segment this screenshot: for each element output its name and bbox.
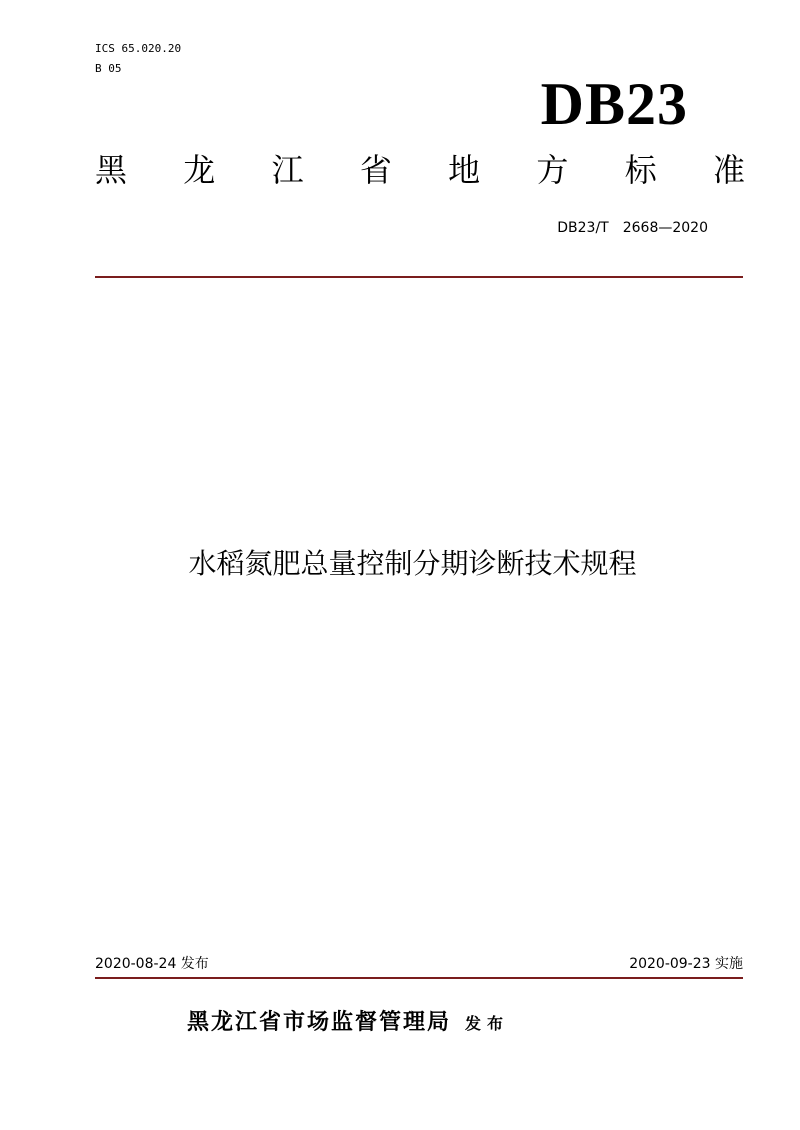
standard-number: DB23/T 2668—2020: [557, 220, 708, 236]
standard-type-char: 方: [536, 151, 569, 189]
standard-type-char: 地: [448, 151, 481, 189]
standard-type-char: 省: [359, 151, 392, 189]
issuer: [187, 1008, 509, 1039]
document-title: 水稻氮肥总量控制分期诊断技术规程: [188, 547, 637, 580]
issuer-suffix: 发布: [465, 1014, 510, 1033]
standard-type-char: 标: [624, 151, 657, 189]
standard-type-char: 黑: [95, 151, 128, 189]
ics-code: ICS 65.020.20: [95, 42, 182, 55]
standard-type: [95, 150, 745, 190]
standard-type-char: 准: [712, 151, 745, 189]
publish-date: 2020-08-24 发布: [95, 956, 209, 972]
issuer-name: 黑龙江省市场监督管理局: [187, 1010, 452, 1035]
standard-type-char: 龙: [183, 151, 216, 189]
db-code: DB23: [540, 71, 688, 137]
standard-type-char: 江: [271, 151, 304, 189]
implement-date: 2020-09-23 实施: [629, 956, 743, 972]
footer-divider: [95, 977, 743, 979]
header-divider: [95, 276, 743, 278]
classification-code: B 05: [95, 62, 122, 75]
